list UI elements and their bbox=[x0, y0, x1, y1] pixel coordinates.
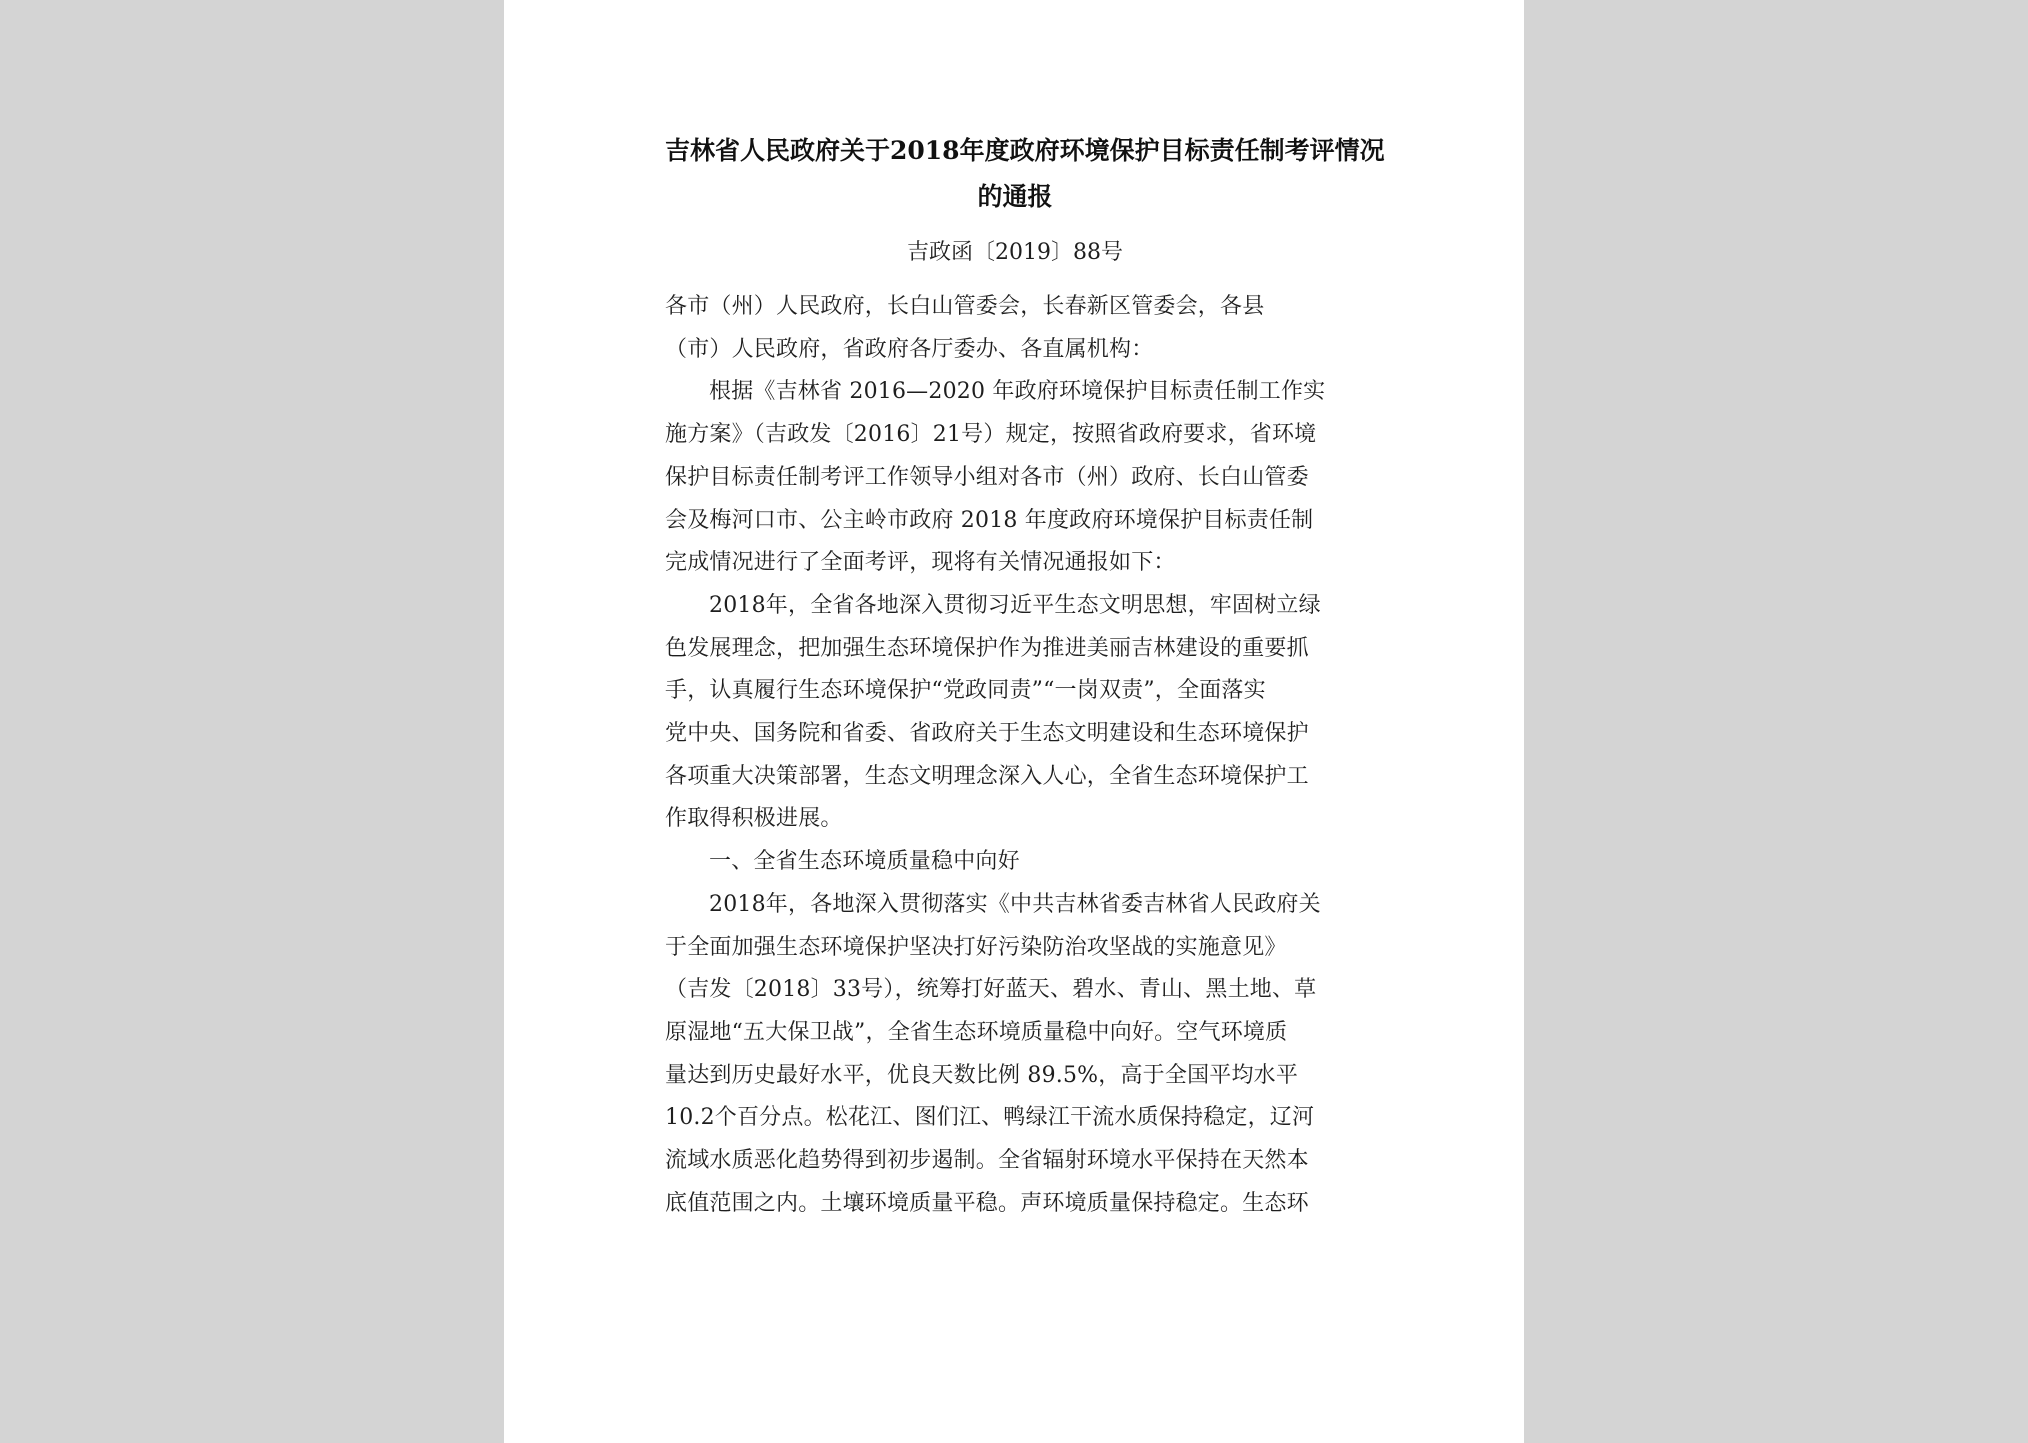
text-line: 完成情况进行了全面考评，现将有关情况通报如下： bbox=[665, 550, 1176, 576]
salutation bbox=[665, 286, 1365, 371]
text-line: （市）人民政府，省政府各厅委办、各直属机构： bbox=[665, 336, 1154, 362]
document-title bbox=[665, 128, 1385, 220]
text-line: 2018年，各地深入贯彻落实《中共吉林省委吉林省人民政府关 bbox=[709, 891, 1321, 917]
text-line: 流域水质恶化趋势得到初步遏制。全省辐射环境水平保持在天然本 bbox=[665, 1148, 1309, 1174]
text-line: 各项重大决策部署，生态文明理念深入人心，全省生态环境保护工 bbox=[665, 763, 1309, 789]
text-line: 保护目标责任制考评工作领导小组对各市（州）政府、长白山管委 bbox=[665, 464, 1309, 490]
text-line: 各市（州）人民政府，长白山管委会，长春新区管委会，各县 bbox=[665, 294, 1265, 319]
text-line: 底值范围之内。土壤环境质量平稳。声环境质量保持稳定。生态环 bbox=[665, 1190, 1309, 1216]
section-heading bbox=[665, 841, 1365, 884]
text-line: 手，认真履行生态环境保护“党政同责”“一岗双责”，全面落实 bbox=[665, 678, 1266, 704]
text-line: 于全面加强生态环境保护坚决打好污染防治攻坚战的实施意见》 bbox=[665, 934, 1287, 960]
document-page bbox=[504, 0, 1524, 1443]
text-line: 施方案》（吉政发〔2016〕21号）规定，按照省政府要求，省环境 bbox=[665, 422, 1317, 448]
document-body bbox=[665, 128, 1385, 1225]
text-line: 党中央、国务院和省委、省政府关于生态文明建设和生态环境保护 bbox=[665, 721, 1309, 747]
paragraph-3 bbox=[665, 884, 1365, 1226]
text-line: 会及梅河口市、公主岭市政府 2018 年度政府环境保护目标责任制 bbox=[665, 507, 1314, 533]
document-number: 吉政函〔2019〕88号 bbox=[907, 240, 1123, 265]
text-line: 量达到历史最好水平，优良天数比例 89.5%，高于全国平均水平 bbox=[665, 1062, 1299, 1088]
text-line: 根据《吉林省 2016—2020 年政府环境保护目标责任制工作实 bbox=[709, 379, 1326, 405]
title-line: 的通报 bbox=[977, 182, 1053, 211]
text-line: （吉发〔2018〕33号），统筹打好蓝天、碧水、青山、黑土地、草 bbox=[665, 977, 1317, 1003]
text-line: 2018年，全省各地深入贯彻习近平生态文明思想，牢固树立绿 bbox=[709, 592, 1321, 618]
text-line: 原湿地“五大保卫战”，全省生态环境质量稳中向好。空气环境质 bbox=[665, 1019, 1288, 1045]
title-line: 吉林省人民政府关于2018年度政府环境保护目标责任制考评情况 bbox=[665, 136, 1385, 165]
paragraph-2 bbox=[665, 585, 1365, 841]
text-line: 10.2个百分点。松花江、图们江、鸭绿江干流水质保持稳定，辽河 bbox=[665, 1105, 1315, 1131]
paragraph-1 bbox=[665, 371, 1365, 585]
text-line: 色发展理念，把加强生态环境保护作为推进美丽吉林建设的重要抓 bbox=[665, 635, 1309, 661]
text-line: 作取得积极进展。 bbox=[665, 806, 843, 832]
section-heading-text: 一、全省生态环境质量稳中向好 bbox=[709, 849, 1020, 875]
